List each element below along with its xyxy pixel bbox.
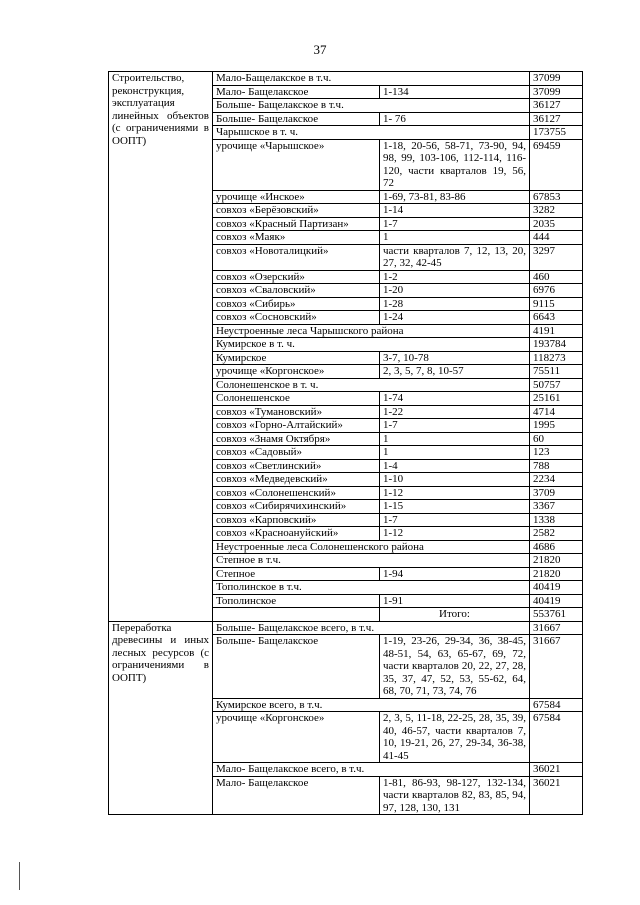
quarters-cell: 1-2 [380, 270, 530, 284]
quarters-cell: 1-4 [380, 459, 530, 473]
forestry-name-cell: совхоз «Сосновский» [213, 311, 380, 325]
quarters-cell: 1-7 [380, 419, 530, 433]
forestry-name-cell: Мало- Бащелакское [213, 776, 380, 815]
quarters-cell: 1-14 [380, 204, 530, 218]
forestry-name-cell: совхоз «Новоталицкий» [213, 244, 380, 270]
area-value-cell: 4686 [530, 540, 583, 554]
area-value-cell: 31667 [530, 635, 583, 699]
area-value-cell: 75511 [530, 365, 583, 379]
area-value-cell: 36021 [530, 776, 583, 815]
area-value-cell: 31667 [530, 621, 583, 635]
area-value-cell: 193784 [530, 338, 583, 352]
subtotal-label-cell: Неустроенные леса Солонешенского района [213, 540, 530, 554]
area-value-cell: 118273 [530, 351, 583, 365]
quarters-cell: 1-10 [380, 473, 530, 487]
activity-cell: Переработка древесины и иных лесных ресурсов (с ограничениями в ООПТ) [109, 621, 213, 815]
forestry-name-cell: совхоз «Сибирь» [213, 297, 380, 311]
quarters-cell: 1-7 [380, 217, 530, 231]
area-value-cell: 3297 [530, 244, 583, 270]
quarters-cell: 1-20 [380, 284, 530, 298]
area-value-cell: 4191 [530, 324, 583, 338]
area-value-cell: 21820 [530, 567, 583, 581]
quarters-cell: 1-69, 73-81, 83-86 [380, 190, 530, 204]
quarters-cell: 1- 76 [380, 112, 530, 126]
area-value-cell: 3709 [530, 486, 583, 500]
subtotal-label-cell: Мало- Бащелакское всего, в т.ч. [213, 763, 530, 777]
subtotal-label-cell: Больше- Бащелакское всего, в т.ч. [213, 621, 530, 635]
table-row [109, 621, 583, 635]
forestry-name-cell: совхоз «Красноануйский» [213, 527, 380, 541]
area-value-cell: 1338 [530, 513, 583, 527]
area-value-cell: 123 [530, 446, 583, 460]
area-value-cell: 40419 [530, 581, 583, 595]
empty-cell [213, 608, 380, 622]
subtotal-label-cell: Больше- Бащелакское в т.ч. [213, 99, 530, 113]
quarters-cell: 3-7, 10-78 [380, 351, 530, 365]
quarters-cell: 1-24 [380, 311, 530, 325]
area-value-cell: 2234 [530, 473, 583, 487]
area-value-cell: 788 [530, 459, 583, 473]
quarters-cell: 1-134 [380, 85, 530, 99]
forestry-name-cell: совхоз «Карповский» [213, 513, 380, 527]
area-value-cell: 9115 [530, 297, 583, 311]
area-value-cell: 37099 [530, 72, 583, 86]
forestry-name-cell: совхоз «Светлинский» [213, 459, 380, 473]
area-value-cell: 6643 [530, 311, 583, 325]
subtotal-label-cell: Мало-Бащелакское в т.ч. [213, 72, 530, 86]
quarters-cell: 1-91 [380, 594, 530, 608]
quarters-cell: 1 [380, 231, 530, 245]
subtotal-label-cell: Солонешенское в т. ч. [213, 378, 530, 392]
quarters-cell: 1-22 [380, 405, 530, 419]
quarters-cell: 2, 3, 5, 11-18, 22-25, 28, 35, 39, 40, 46-57, части кварталов 7, 10, 19-21, 26, 27, 29-34, 36-38, 41-45 [380, 712, 530, 763]
forest-use-table [108, 71, 583, 815]
forestry-name-cell: совхоз «Сваловский» [213, 284, 380, 298]
area-value-cell: 1995 [530, 419, 583, 433]
forestry-name-cell: Мало- Бащелакское [213, 85, 380, 99]
area-value-cell: 4714 [530, 405, 583, 419]
page-number: 37 [313, 42, 327, 57]
area-value-cell: 2035 [530, 217, 583, 231]
area-value-cell: 60 [530, 432, 583, 446]
subtotal-label-cell: Кумирское в т. ч. [213, 338, 530, 352]
total-label-cell: Итого: [380, 608, 530, 622]
forestry-name-cell: Тополинское [213, 594, 380, 608]
forestry-name-cell: Кумирское [213, 351, 380, 365]
area-value-cell: 67853 [530, 190, 583, 204]
forestry-name-cell: совхоз «Знамя Октября» [213, 432, 380, 446]
quarters-cell: 1-81, 86-93, 98-127, 132-134, части кварталов 82, 83, 85, 94, 97, 128, 130, 131 [380, 776, 530, 815]
quarters-cell: 1-94 [380, 567, 530, 581]
forestry-name-cell: урочище «Коргонское» [213, 365, 380, 379]
area-value-cell: 36127 [530, 112, 583, 126]
area-value-cell: 3282 [530, 204, 583, 218]
area-value-cell: 67584 [530, 698, 583, 712]
area-value-cell: 36127 [530, 99, 583, 113]
area-value-cell: 2582 [530, 527, 583, 541]
subtotal-label-cell: Тополинское в т.ч. [213, 581, 530, 595]
area-value-cell: 444 [530, 231, 583, 245]
forestry-name-cell: Больше- Бащелакское [213, 635, 380, 699]
area-value-cell: 67584 [530, 712, 583, 763]
quarters-cell: 1-74 [380, 392, 530, 406]
area-value-cell: 25161 [530, 392, 583, 406]
area-value-cell: 173755 [530, 126, 583, 140]
quarters-cell: 1-18, 20-56, 58-71, 73-90, 94, 98, 99, 103-106, 112-114, 116-120, части кварталов 19, 56, 72 [380, 139, 530, 190]
subtotal-label-cell: Неустроенные леса Чарышского района [213, 324, 530, 338]
forestry-name-cell: Степное [213, 567, 380, 581]
quarters-cell: 1-12 [380, 527, 530, 541]
forestry-name-cell: совхоз «Маяк» [213, 231, 380, 245]
forestry-name-cell: совхоз «Берёзовский» [213, 204, 380, 218]
area-value-cell: 6976 [530, 284, 583, 298]
forestry-name-cell: урочище «Коргонское» [213, 712, 380, 763]
subtotal-label-cell: Кумирское всего, в т.ч. [213, 698, 530, 712]
forestry-name-cell: Больше- Бащелакское [213, 112, 380, 126]
area-value-cell: 69459 [530, 139, 583, 190]
forestry-name-cell: совхоз «Озерский» [213, 270, 380, 284]
area-value-cell: 50757 [530, 378, 583, 392]
forestry-name-cell: совхоз «Сибирячихинский» [213, 500, 380, 514]
quarters-cell: 1-19, 23-26, 29-34, 36, 38-45, 48-51, 54, 63, 65-67, 69, 72, части кварталов 20, 22, 27, 28, 35, 37, 47, 52, 53, 55-62, 64, 68, 70, 71, 73, 74, 76 [380, 635, 530, 699]
forestry-name-cell: урочище «Чарышское» [213, 139, 380, 190]
quarters-cell: 1-7 [380, 513, 530, 527]
subtotal-label-cell: Чарышское в т. ч. [213, 126, 530, 140]
quarters-cell: 2, 3, 5, 7, 8, 10-57 [380, 365, 530, 379]
forestry-name-cell: совхоз «Тумановский» [213, 405, 380, 419]
forestry-name-cell: совхоз «Солонешенский» [213, 486, 380, 500]
area-value-cell: 21820 [530, 554, 583, 568]
table-row [109, 72, 583, 86]
quarters-cell: части кварталов 7, 12, 13, 20, 27, 32, 42-45 [380, 244, 530, 270]
area-value-cell: 37099 [530, 85, 583, 99]
forestry-name-cell: урочище «Инское» [213, 190, 380, 204]
forestry-name-cell: совхоз «Садовый» [213, 446, 380, 460]
forestry-name-cell: Солонешенское [213, 392, 380, 406]
forestry-name-cell: совхоз «Медведевский» [213, 473, 380, 487]
quarters-cell: 1 [380, 432, 530, 446]
area-value-cell: 460 [530, 270, 583, 284]
quarters-cell: 1-28 [380, 297, 530, 311]
forestry-name-cell: совхоз «Горно-Алтайский» [213, 419, 380, 433]
quarters-cell: 1 [380, 446, 530, 460]
area-value-cell: 3367 [530, 500, 583, 514]
area-value-cell: 40419 [530, 594, 583, 608]
area-value-cell: 553761 [530, 608, 583, 622]
activity-cell: Строительство, реконструкция, эксплуатация линейных объектов (с ограничениями в ООПТ) [109, 72, 213, 622]
margin-mark [19, 862, 20, 890]
forestry-name-cell: совхоз «Красный Партизан» [213, 217, 380, 231]
quarters-cell: 1-15 [380, 500, 530, 514]
quarters-cell: 1-12 [380, 486, 530, 500]
area-value-cell: 36021 [530, 763, 583, 777]
subtotal-label-cell: Степное в т.ч. [213, 554, 530, 568]
